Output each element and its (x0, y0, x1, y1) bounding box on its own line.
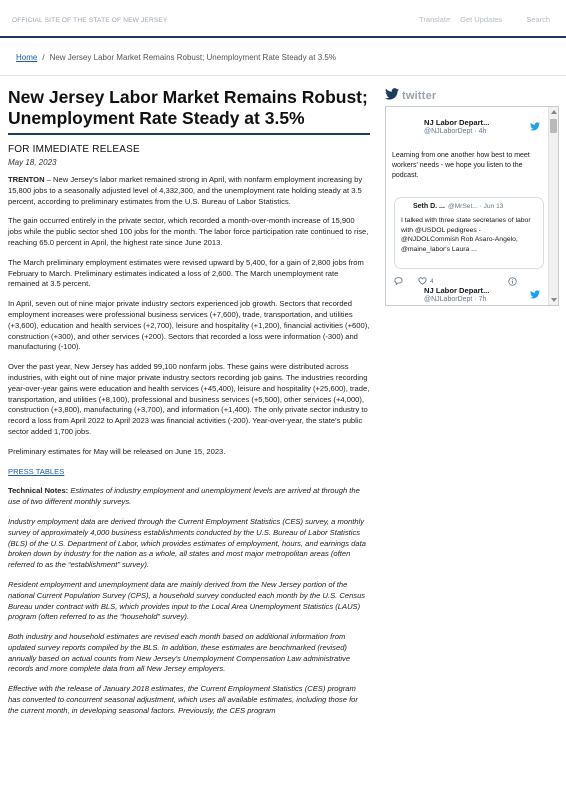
twitter-bird-icon[interactable] (530, 118, 540, 136)
translate-link[interactable]: Translate (419, 15, 451, 24)
paragraph: Both industry and household estimates are revised each month based on additional information from updated survey reports compiled by the BLS. In addition, these estimates are benchmarked (revised) annually based on actual counts from New Jersey's Unemployment Compensation Law administrative records and more complete data from all New Jersey employers. (8, 632, 351, 674)
paragraph: Effective with the release of January 2018 estimates, the Current Employment Statistics (CES) program has converted to concurrent seasonal adjustment, which uses all available estimates, including those for the current month, in developing seasonal factors. Previously, the CES program (8, 684, 358, 715)
paragraph: The March preliminary employment estimates were revised upward by 5,400, for a gain of 2,800 jobs from February to March. Preliminary estimates indicated a loss of 2,600. The March unemployment rate remained at 3.5 percent. (8, 257, 364, 289)
scrollbar-thumb[interactable] (550, 119, 557, 133)
paragraph-intro (8, 175, 370, 207)
twitter-widget (385, 89, 559, 306)
site-header (0, 0, 566, 38)
twitter-wordmark[interactable]: twitter (402, 90, 437, 102)
quoted-tweet[interactable] (394, 197, 544, 269)
quoted-tweet-text: I talked with three state secretaries of labor with @USDOL pedigrees - @NJDOLCommish Rob Asaro-Angelo, @maine_labor's Laura ... (401, 217, 531, 253)
paragraph: Industry employment data are derived through the Current Employment Statistics (CES) survey, a monthly survey of approximately 4,000 business establishments conducted by the U.S. Bureau of Labor Statistics (BLS) of the U.S. Department of Labor, which provides estimates of employment, hours, and earnings data broken down by industry for the nation as a whole, all states and most major metropolitan areas (often referred to as the “establishment” survey). (8, 516, 366, 570)
paragraph: The gain occurred entirely in the private sector, which recorded a month-over-month increase of 15,900 jobs while the public sector shed 100 jobs for the month. The labor force participation rate continued to rise, reaching 65.0 percent in April, the highest rate since June 2013. (8, 216, 369, 247)
release-label: FOR IMMEDIATE RELEASE (8, 144, 140, 155)
technical-notes-label: Technical Notes: (8, 486, 69, 496)
search-link[interactable]: Search (526, 15, 550, 24)
tweet-author-handle[interactable]: @NJLaborDept · 4h (424, 128, 487, 135)
header-links (419, 15, 550, 24)
tweet-text: Learning from one another how best to meet workers' needs - we hope you listen to the podcast. (392, 152, 530, 179)
reply-icon (394, 277, 403, 285)
heart-icon (418, 277, 427, 285)
breadcrumb-divider (0, 75, 566, 76)
reply-button[interactable] (394, 277, 403, 285)
paragraph: In April, seven out of nine major private industry sectors experienced job growth. Sectors that recorded employment increases were professional business services (+7,600), trade, transportation, and utilities (+3,600), education and health services (+2,700), leisure and hospitality (+1,200), financial activities (+600), construction (+300), and other services (+200). Sectors that recorded a loss were information (-300) and manufacturing (-100). (8, 299, 370, 352)
paragraph: Preliminary estimates for May will be released on June 15, 2023. (8, 446, 226, 456)
breadcrumb-separator: / (42, 53, 45, 62)
breadcrumb-current: New Jersey Labor Market Remains Robust; Unemployment Rate Steady at 3.5% (49, 53, 336, 62)
twitter-bird-icon[interactable] (530, 286, 540, 304)
paragraph: Over the past year, New Jersey has added 99,100 nonfarm jobs. These gains were distributed across industries, with eight out of nine major private industry sectors recording job gains. The industries recording year-over-year gains were education and health services (+45,400), leisure and hospitality (+25,600), trade, transportation, and utilities (+8,100), professional and business services (+5,500), other services (+4,000), construction (+3,800), manufacturing (+3,700), and information (+1,400). The only private sector industry to record a loss from April 2022 to April 2023 was financial activities (-200). Year-over-year, the state's public sector added 1,700 jobs. (8, 362, 370, 436)
official-site-label: OFFICIAL SITE OF THE STATE OF NEW JERSEY (12, 17, 168, 24)
breadcrumb-home-link[interactable]: Home (16, 53, 38, 62)
twitter-bird-icon (385, 87, 399, 105)
like-count: 4 (430, 277, 434, 285)
technical-notes (8, 486, 370, 508)
press-tables-link[interactable]: PRESS TABLES (8, 466, 65, 476)
paragraph: Resident employment and unemployment data are mainly derived from the New Jersey portion of the national Current Population Survey (CPS), a household survey conducted each month by the U.S. Census Bureau under contract with BLS, which provides input to the Local Area Unemployment Statistics (LAUS) program (often referred to as the “household” survey). (8, 579, 366, 622)
twitter-header (385, 89, 559, 103)
get-updates-link[interactable]: Get Updates (460, 15, 503, 24)
paragraph-intro-text: – New Jersey's labor market remained strong in April, with nonfarm employment increasing by 15,800 jobs to a seasonally adjusted level of 4,332,300, and the unemployment rate holding steady at 3.5 percent, according to preliminary estimates from the U.S. Bureau of Labor Statistics. (8, 175, 363, 206)
twitter-timeline[interactable] (385, 106, 559, 306)
timeline-scrollbar[interactable] (548, 107, 558, 305)
page-title: New Jersey Labor Market Remains Robust; Unemployment Rate Steady at 3.5% (8, 87, 370, 135)
scroll-up-arrow-icon[interactable] (551, 110, 557, 114)
avatar[interactable] (394, 285, 418, 306)
press-tables-row (8, 467, 370, 478)
like-button[interactable] (418, 277, 434, 285)
dateline: TRENTON (8, 175, 45, 184)
tweet-author-name[interactable]: NJ Labor Depart... (424, 118, 490, 127)
tweet-author-handle[interactable]: @NJLaborDept · 7h (424, 296, 487, 303)
article (8, 87, 370, 717)
quoted-author-handle: @MrSet... · Jun 13 (448, 203, 504, 210)
avatar[interactable] (394, 117, 418, 141)
technical-notes-text: Estimates of industry employment and unemployment levels are arrived at through the use of two different monthly surveys. (8, 486, 360, 507)
breadcrumb (16, 53, 336, 62)
release-date: May 18, 2023 (8, 158, 57, 167)
scroll-down-arrow-icon[interactable] (551, 298, 557, 302)
tweet-author-name[interactable]: NJ Labor Depart... (424, 286, 490, 295)
info-icon (508, 277, 517, 286)
info-button[interactable] (508, 277, 517, 286)
quoted-author-name: Seth D. ... (413, 203, 445, 210)
